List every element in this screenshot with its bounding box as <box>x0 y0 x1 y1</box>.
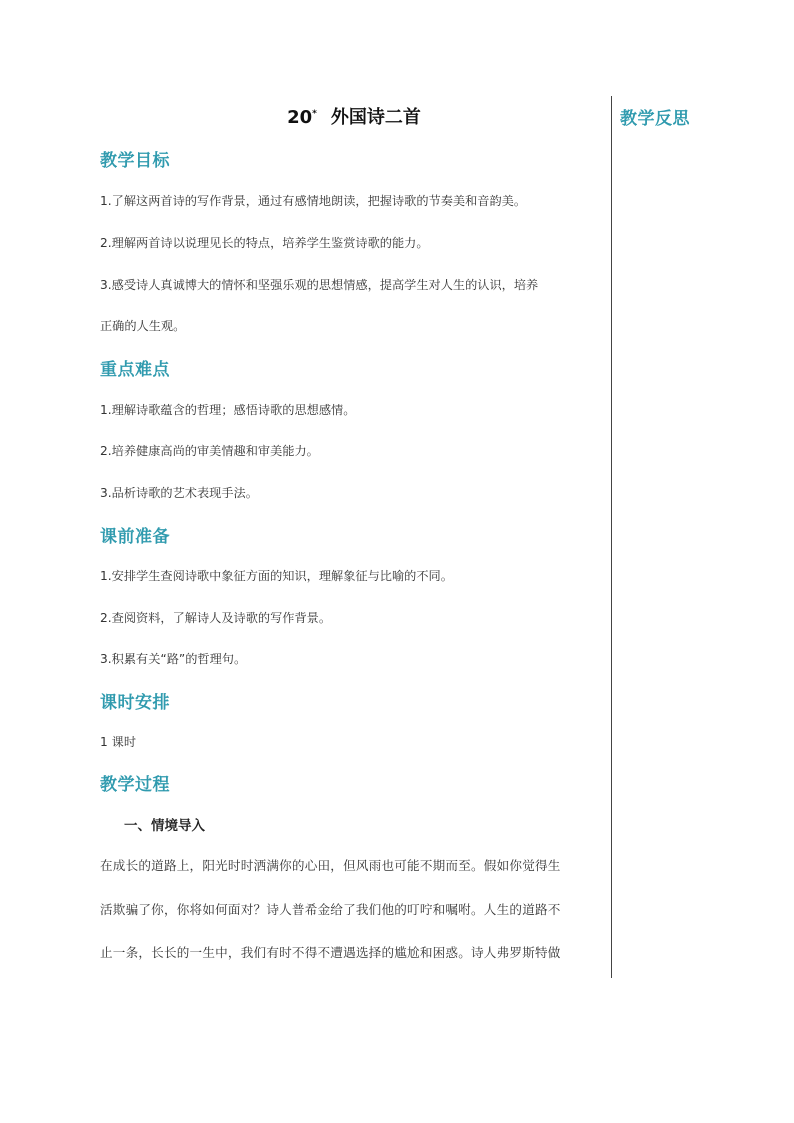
goals-line-2: 2.理解两首诗以说理见长的特点，培养学生鉴赏诗歌的能力。 <box>100 236 429 250</box>
section-heading-process: 教学过程 <box>100 775 170 795</box>
process-subheading: 一、情境导入 <box>124 818 205 834</box>
section-heading-schedule: 课时安排 <box>100 693 170 713</box>
preparation-line-2: 2.查阅资料，了解诗人及诗歌的写作背景。 <box>100 611 332 625</box>
goals-line-3: 3.感受诗人真诚博大的情怀和坚强乐观的思想情感，提高学生对人生的认识，培养 <box>100 278 539 292</box>
key-points-line-1: 1.理解诗歌蕴含的哲理；感悟诗歌的思想感情。 <box>100 403 356 417</box>
page-title <box>100 103 608 129</box>
section-heading-preparation: 课前准备 <box>100 527 170 547</box>
goals-line-4: 正确的人生观。 <box>100 319 186 333</box>
column-divider <box>611 96 612 978</box>
reflection-heading: 教学反思 <box>620 109 690 129</box>
key-points-line-2: 2.培养健康高尚的审美情趣和审美能力。 <box>100 444 319 458</box>
lesson-number: 20* <box>287 107 317 128</box>
process-paragraph-line-1: 在成长的道路上，阳光时时洒满你的心田，但风雨也可能不期而至。假如你觉得生 <box>100 858 561 873</box>
process-paragraph-line-2: 活欺骗了你，你将如何面对？诗人普希金给了我们他的叮咛和嘱咐。人生的道路不 <box>100 902 561 917</box>
preparation-line-3: 3.积累有关“路”的哲理句。 <box>100 652 247 666</box>
preparation-line-1: 1.安排学生查阅诗歌中象征方面的知识，理解象征与比喻的不同。 <box>100 569 453 583</box>
process-paragraph-line-3: 止一条，长长的一生中，我们有时不得不遭遇选择的尴尬和困惑。诗人弗罗斯特做 <box>100 945 561 960</box>
lesson-title: 外国诗二首 <box>330 107 421 128</box>
schedule-line-1: 1 课时 <box>100 735 137 749</box>
key-points-line-3: 3.品析诗歌的艺术表现手法。 <box>100 486 258 500</box>
section-heading-key-points: 重点难点 <box>100 360 170 380</box>
lesson-mark: * <box>312 109 317 119</box>
goals-line-1: 1.了解这两首诗的写作背景，通过有感情地朗读，把握诗歌的节奏美和音韵美。 <box>100 194 527 208</box>
section-heading-goals: 教学目标 <box>100 151 170 171</box>
